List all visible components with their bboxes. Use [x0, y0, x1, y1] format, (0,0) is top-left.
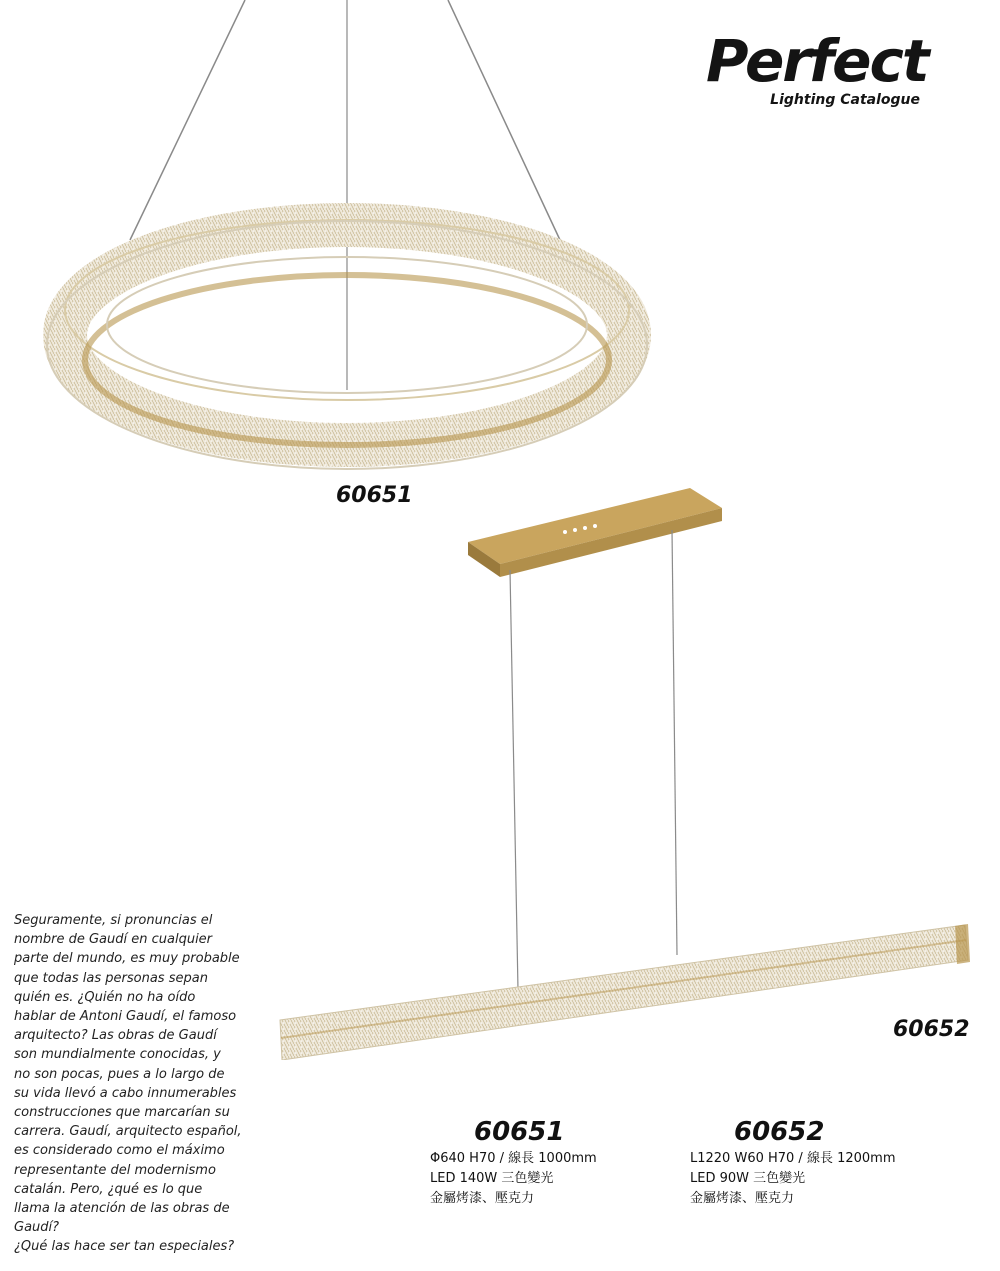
text-line: Gaudí? — [14, 1220, 60, 1236]
text-line: construcciones que marcarían su — [14, 1105, 230, 1121]
ring-product-label: 60651 — [336, 483, 413, 508]
text-line: hablar de Antoni Gaudí, el famoso — [14, 1009, 237, 1025]
text-line: es considerado como el máximo — [14, 1143, 225, 1159]
text-line: no son pocas, pues a lo largo de — [14, 1066, 225, 1082]
bar-product-label: 60652 — [893, 1017, 970, 1042]
ring-pendant-image — [0, 0, 1000, 480]
spec-code: 60652 — [734, 1117, 825, 1147]
text-line: representante del modernismo — [14, 1162, 216, 1178]
text-line: Seguramente, si pronuncias el — [14, 913, 213, 928]
spec-material: 金屬烤漆、壓克力 — [690, 1191, 795, 1206]
text-line: que todas las personas sepan — [14, 970, 208, 986]
spec-material: 金屬烤漆、壓克力 — [430, 1191, 535, 1206]
spec-dimensions: Φ640 H70 / 線長 1000mm — [430, 1151, 597, 1166]
text-line: carrera. Gaudí, arquitecto español, — [14, 1124, 242, 1140]
text-line: nombre de Gaudí en cualquier — [14, 932, 213, 948]
brand-subtitle: Lighting Catalogue — [770, 92, 920, 108]
text-line: arquitecto? Las obras de Gaudí — [14, 1028, 217, 1044]
text-line: su vida llevó a cabo innumerables — [14, 1085, 237, 1101]
text-line: ¿Qué las hace ser tan especiales? — [14, 1239, 235, 1255]
spec-power: LED 90W 三色變光 — [690, 1171, 806, 1186]
text-line: llama la atención de las obras de — [14, 1201, 230, 1217]
spec-dimensions: L1220 W60 H70 / 線長 1200mm — [690, 1151, 896, 1166]
spec-power: LED 140W 三色變光 — [430, 1171, 554, 1186]
text-line: quién es. ¿Quién no ha oído — [14, 989, 196, 1005]
text-line: parte del mundo, es muy probable — [14, 951, 240, 967]
brand-name: Perfect — [706, 27, 928, 95]
text-line: son mundialmente conocidas, y — [14, 1047, 221, 1063]
text-line: catalán. Pero, ¿qué es lo que — [14, 1181, 203, 1197]
spec-code: 60651 — [474, 1117, 565, 1147]
description-paragraph — [14, 911, 264, 1257]
spec-block-60651 — [430, 1117, 660, 1209]
spec-block-60652 — [690, 1117, 950, 1209]
